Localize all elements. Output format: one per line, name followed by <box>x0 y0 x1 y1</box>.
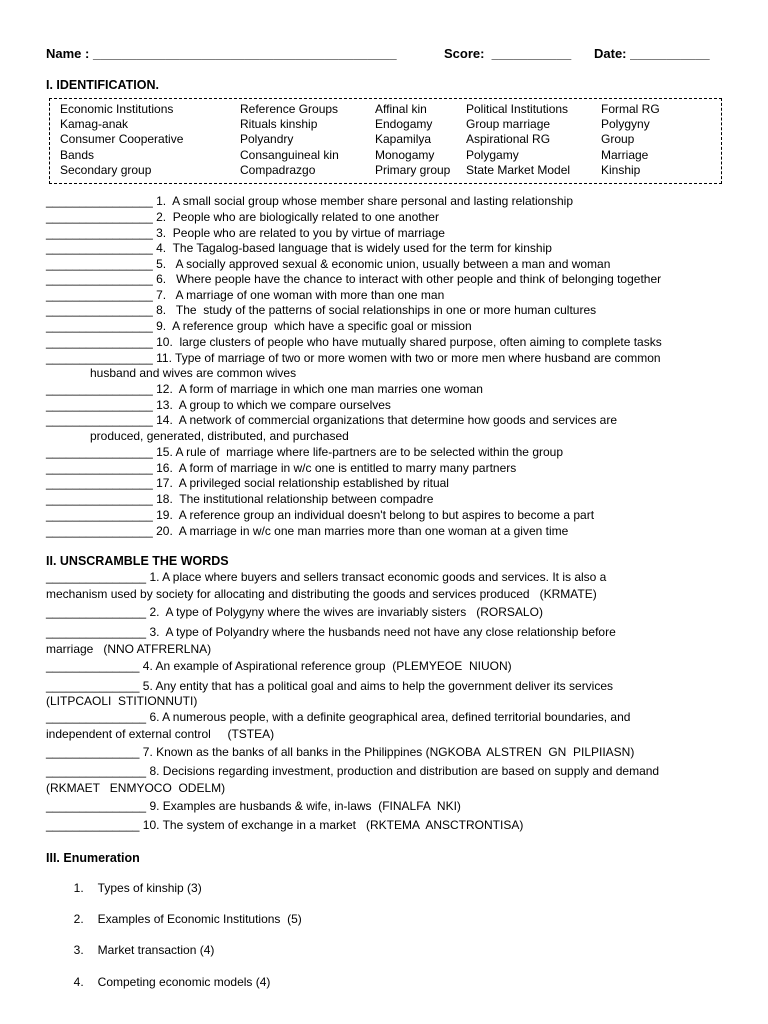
identification-item[interactable]: ________________ 13. A group to which we compare ourselves <box>46 398 391 412</box>
enumeration-text: Types of kinship (3) <box>97 881 202 895</box>
word-bank-term: Consumer Cooperative <box>60 132 184 147</box>
word-bank-column <box>375 102 450 178</box>
word-bank-column <box>466 102 570 178</box>
identification-item[interactable]: ________________ 14. A network of commercial organizations that determine how goods and services are <box>46 413 618 427</box>
identification-item[interactable]: ________________ 6. Where people have the chance to interact with other people and think of belonging together <box>46 272 662 286</box>
identification-item[interactable]: ________________ 4. The Tagalog-based language that is widely used for the term for kinship <box>46 241 552 255</box>
word-bank-term: Aspirational RG <box>466 132 551 147</box>
word-bank-term: Formal RG <box>601 102 660 116</box>
word-bank-term: Kinship <box>601 162 641 177</box>
unscramble-item[interactable]: _______________ 3. A type of Polyandry where the husbands need not have any close relationship before <box>46 625 616 639</box>
unscramble-item[interactable]: ______________ 5. Any entity that has a political goal and aims to help the government deliver its services <box>46 679 614 693</box>
word-bank-term: State Market Model <box>466 162 571 177</box>
word-bank-term: Monogamy <box>375 147 435 162</box>
word-bank-term: Affinal kin <box>375 102 427 116</box>
unscramble-item[interactable]: _______________ 8. Decisions regarding investment, production and distribution are based on supply and demand <box>46 764 660 778</box>
identification-item[interactable]: ________________ 20. A marriage in w/c one man marries more than one woman at a given time <box>46 524 569 538</box>
unscramble-item[interactable]: ______________ 7. Known as the banks of all banks in the Philippines (NGKOBA ALSTREN GN PILPIIASN) <box>46 745 635 759</box>
enumeration-text: Competing economic models (4) <box>97 975 271 989</box>
word-bank <box>49 98 722 184</box>
identification-item[interactable]: ________________ 16. A form of marriage in w/c one is entitled to marry many partners <box>46 461 517 475</box>
word-bank-term: Group marriage <box>466 117 551 132</box>
enumeration-text: Examples of Economic Institutions (5) <box>97 912 302 926</box>
word-bank-term: Group <box>601 132 635 147</box>
identification-item[interactable]: ________________ 15. A rule of marriage where life-partners are to be selected within the group <box>46 445 564 459</box>
word-bank-term: Polygyny <box>601 117 650 132</box>
word-bank-term: Secondary group <box>60 162 152 177</box>
word-bank-term: Polygamy <box>466 147 519 162</box>
identification-item-continuation: produced, generated, distributed, and purchased <box>90 429 349 443</box>
identification-item[interactable]: ________________ 18. The institutional relationship between compadre <box>46 492 434 506</box>
identification-item[interactable]: ________________ 12. A form of marriage in which one man marries one woman <box>46 382 483 396</box>
word-bank-column <box>240 102 339 178</box>
enumeration-text: Market transaction (4) <box>97 943 215 957</box>
identification-item[interactable]: ________________ 7. A marriage of one woman with more than one man <box>46 288 445 302</box>
unscramble-item-continuation: independent of external control (TSTEA) <box>46 727 275 741</box>
unscramble-item[interactable]: _______________ 1. A place where buyers and sellers transact economic goods and services. It is also a <box>46 570 607 584</box>
identification-item[interactable]: ________________ 5. A socially approved sexual & economic union, usually between a man and woman <box>46 257 611 271</box>
unscramble-item-continuation: marriage (NNO ATFRERLNA) <box>46 642 212 656</box>
enumeration-number: 3. <box>73 943 84 957</box>
identification-item[interactable]: ________________ 2. People who are biologically related to one another <box>46 210 439 224</box>
identification-item[interactable]: ________________ 1. A small social group whose member share personal and lasting relationship <box>46 194 574 208</box>
enumeration-item[interactable] <box>67 929 214 957</box>
score-field[interactable]: Score: ___________ <box>444 46 572 61</box>
identification-item[interactable]: ________________ 17. A privileged social relationship established by ritual <box>46 476 449 490</box>
enumeration-number: 1. <box>73 881 84 895</box>
identification-item[interactable]: ________________ 10. large clusters of people who have mutually shared purpose, often aiming to complete tasks <box>46 335 662 349</box>
word-bank-term: Rituals kinship <box>240 117 318 132</box>
unscramble-item-continuation: (LITPCAOLI STITIONNUTI) <box>46 694 198 708</box>
enumeration-item[interactable] <box>67 961 270 989</box>
word-bank-term: Marriage <box>601 147 649 162</box>
word-bank-term: Polyandry <box>240 132 294 147</box>
enumeration-number: 2. <box>73 912 84 926</box>
unscramble-item-continuation: (RKMAET ENMYOCO ODELM) <box>46 781 226 795</box>
identification-item[interactable]: ________________ 19. A reference group an individual doesn't belong to but aspires to become a part <box>46 508 595 522</box>
identification-item[interactable]: ________________ 3. People who are related to you by virtue of marriage <box>46 226 445 240</box>
word-bank-term: Endogamy <box>375 117 433 132</box>
date-field[interactable]: Date: ___________ <box>594 46 710 61</box>
identification-item[interactable]: ________________ 8. The study of the patterns of social relationships in one or more human cultures <box>46 303 597 317</box>
identification-item[interactable]: ________________ 9. A reference group which have a specific goal or mission <box>46 319 472 333</box>
enumeration-item[interactable] <box>67 898 302 926</box>
section-unscramble-title: II. UNSCRAMBLE THE WORDS <box>46 554 229 568</box>
word-bank-term: Economic Institutions <box>60 102 174 116</box>
word-bank-term: Kamag-anak <box>60 117 129 132</box>
unscramble-item[interactable]: ______________ 4. An example of Aspirational reference group (PLEMYEOE NIUON) <box>46 659 512 673</box>
word-bank-term: Primary group <box>375 162 451 177</box>
word-bank-term: Consanguineal kin <box>240 147 339 162</box>
word-bank-term: Reference Groups <box>240 102 339 116</box>
word-bank-term: Compadrazgo <box>240 162 316 177</box>
unscramble-item[interactable]: ______________ 10. The system of exchange in a market (RKTEMA ANSCTRONTISA) <box>46 818 524 832</box>
section-enumeration-title: III. Enumeration <box>46 851 140 865</box>
unscramble-item[interactable]: _______________ 2. A type of Polygyny where the wives are invariably sisters (RORSALO) <box>46 605 543 619</box>
word-bank-term: Political Institutions <box>466 102 569 116</box>
identification-item-continuation: husband and wives are common wives <box>90 366 297 380</box>
unscramble-item[interactable]: _______________ 6. A numerous people, with a definite geographical area, defined territorial boundaries, and <box>46 710 631 724</box>
word-bank-term: Bands <box>60 147 95 162</box>
section-identification-title: I. IDENTIFICATION. <box>46 78 159 92</box>
identification-item[interactable]: ________________ 11. Type of marriage of two or more women with two or more men where husband are common <box>46 351 661 365</box>
enumeration-number: 4. <box>73 975 84 989</box>
word-bank-column <box>60 102 183 178</box>
enumeration-item[interactable] <box>67 867 202 895</box>
name-field[interactable]: Name : __________________________________________ <box>46 46 397 61</box>
unscramble-item-continuation: mechanism used by society for allocating and distributing the goods and services produced (KRMATE) <box>46 587 597 601</box>
word-bank-term: Kapamilya <box>375 132 432 147</box>
unscramble-item[interactable]: _______________ 9. Examples are husbands & wife, in-laws (FINALFA NKI) <box>46 799 461 813</box>
word-bank-column <box>601 102 660 178</box>
